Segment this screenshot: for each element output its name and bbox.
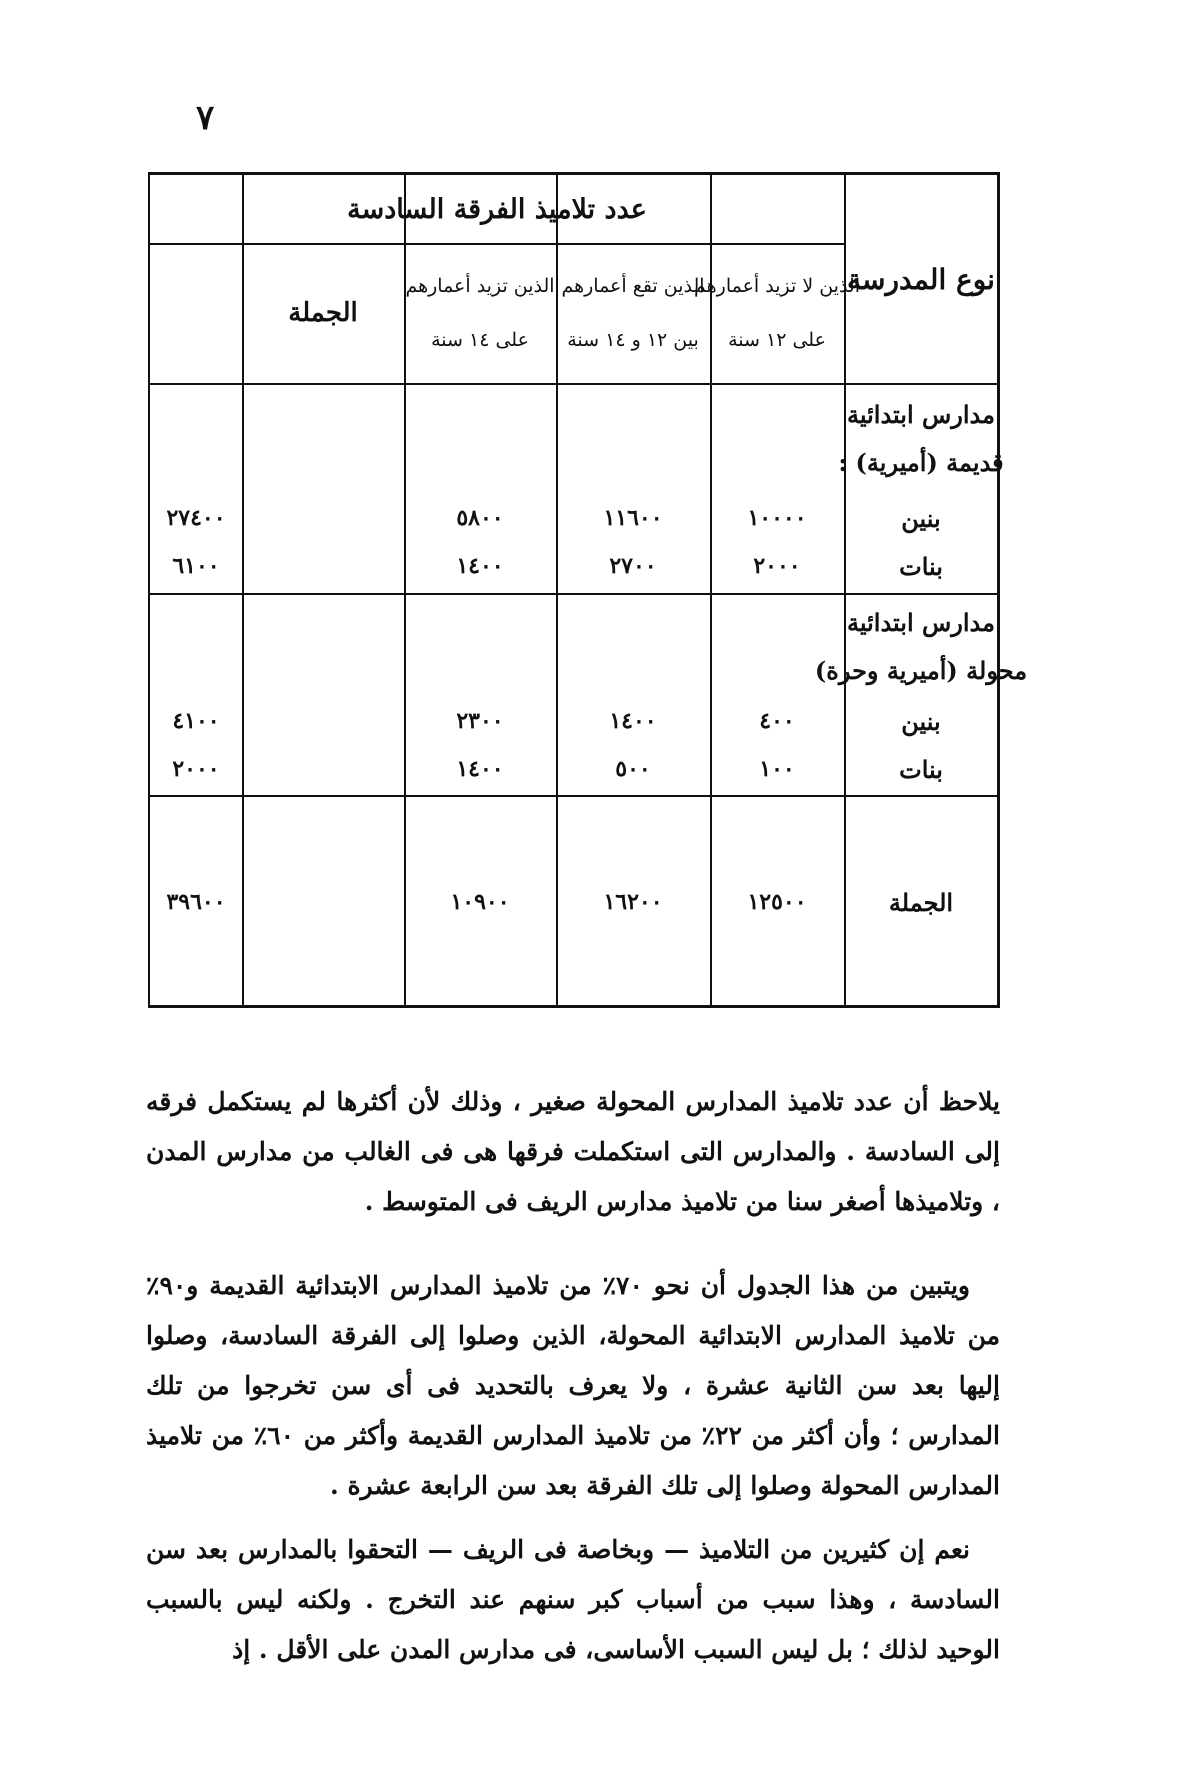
header-col-total: الجملة	[288, 298, 358, 328]
header-line: على ١٢ سنة	[728, 329, 826, 351]
table-cell: ٢٧٠٠	[609, 553, 657, 579]
group-label-line: مدارس ابتدائية	[847, 608, 996, 637]
table-cell: ٢٣٠٠	[456, 708, 504, 734]
table-cell: ١٤٠٠	[456, 756, 504, 782]
header-line: بين ١٢ و ١٤ سنة	[567, 329, 699, 351]
table-cell: ١٤٠٠	[609, 708, 657, 734]
table-cell: ١٠٠	[759, 756, 795, 782]
table-cell: ٤١٠٠	[172, 708, 220, 734]
header-line: الذين تزيد أعمارهم	[405, 275, 555, 297]
table-rule	[150, 593, 1000, 595]
table-rule	[150, 795, 1000, 797]
group-label-old-schools	[838, 391, 1004, 487]
table-cell: ١١٦٠٠	[603, 505, 663, 531]
group-label-converted-schools	[814, 599, 1028, 695]
table-cell: ١٢٥٠٠	[747, 889, 807, 915]
group-label-line: مدارس ابتدائية	[847, 400, 996, 429]
header-col-12-to-14	[556, 243, 710, 383]
row-label-total: الجملة	[888, 887, 954, 917]
header-line: الذين لا تزيد أعمارهم	[693, 275, 860, 297]
row-label-boys: بنين	[901, 503, 941, 533]
table-cell: ١٠٩٠٠	[450, 889, 510, 915]
row-label-boys: بنين	[901, 706, 941, 736]
page-number: ٧	[196, 98, 215, 138]
header-group-title: عدد تلاميذ الفرقة السادسة	[347, 193, 647, 225]
table-rule	[150, 383, 1000, 385]
paragraph: نعم إن كثيرين من التلاميذ — وبخاصة فى الريف — التحقوا بالمدارس بعد سن السادسة ، وهذا سبب من أسباب كبر سنهم عند التخرج . ولكنه ليس بالسبب الوحيد لذلك ؛ بل ليس السبب الأساسى، فى مدارس المدن على الأقل . إذ	[146, 1535, 1000, 1664]
table-cell: ٥٨٠٠	[456, 505, 504, 531]
table-cell: ٤٠٠	[759, 708, 795, 734]
header-col-under-12	[693, 243, 860, 383]
table-cell: ١٠٠٠٠	[747, 505, 807, 531]
table-cell: ٢٠٠٠	[753, 553, 801, 579]
header-school-type: نوع المدرسة	[847, 262, 995, 296]
statistics-table	[148, 172, 1028, 1008]
paragraph: يلاحظ أن عدد تلاميذ المدارس المحولة صغير ، وذلك لأن أكثرها لم يستكمل فرقه إلى السادسة . والمدارس التى استكملت فرقها هى فى الغالب من مدارس المدن ، وتلاميذها أصغر سنا من تلاميذ مدارس الريف فى المتوسط .	[146, 1087, 1000, 1216]
row-label-girls: بنات	[899, 551, 943, 581]
header-line: على ١٤ سنة	[431, 329, 529, 351]
table-cell: ٣٩٦٠٠	[166, 889, 226, 915]
header-line: الذين تقع أعمارهم	[561, 275, 705, 297]
group-label-line: محولة (أميرية وحرة)	[814, 656, 1028, 685]
table-cell: ٢٠٠٠	[172, 756, 220, 782]
header-col-over-14	[404, 243, 556, 383]
row-label-girls: بنات	[899, 754, 943, 784]
table-cell: ٥٠٠	[615, 756, 651, 782]
table-cell: ١٦٢٠٠	[603, 889, 663, 915]
group-label-line: قديمة (أميرية) :	[838, 448, 1004, 477]
paragraph: ويتبين من هذا الجدول أن نحو ٧٠٪ من تلاميذ المدارس الابتدائية القديمة و٩٠٪ من تلاميذ المدارس الابتدائية المحولة، الذين وصلوا إلى الفرقة السادسة، وصلوا إليها بعد سن الثانية عشرة ، ولا يعرف بالتحديد فى أى سن تخرجوا من تلك المدارس ؛ وأن أكثر من ٢٢٪ من تلاميذ المدارس القديمة وأكثر من ٦٠٪ من تلاميذ المدارس المحولة وصلوا إلى تلك الفرقة بعد سن الرابعة عشرة .	[146, 1271, 1000, 1500]
table-cell: ٦١٠٠	[172, 553, 220, 579]
table-cell: ١٤٠٠	[456, 553, 504, 579]
table-cell: ٢٧٤٠٠	[166, 505, 226, 531]
